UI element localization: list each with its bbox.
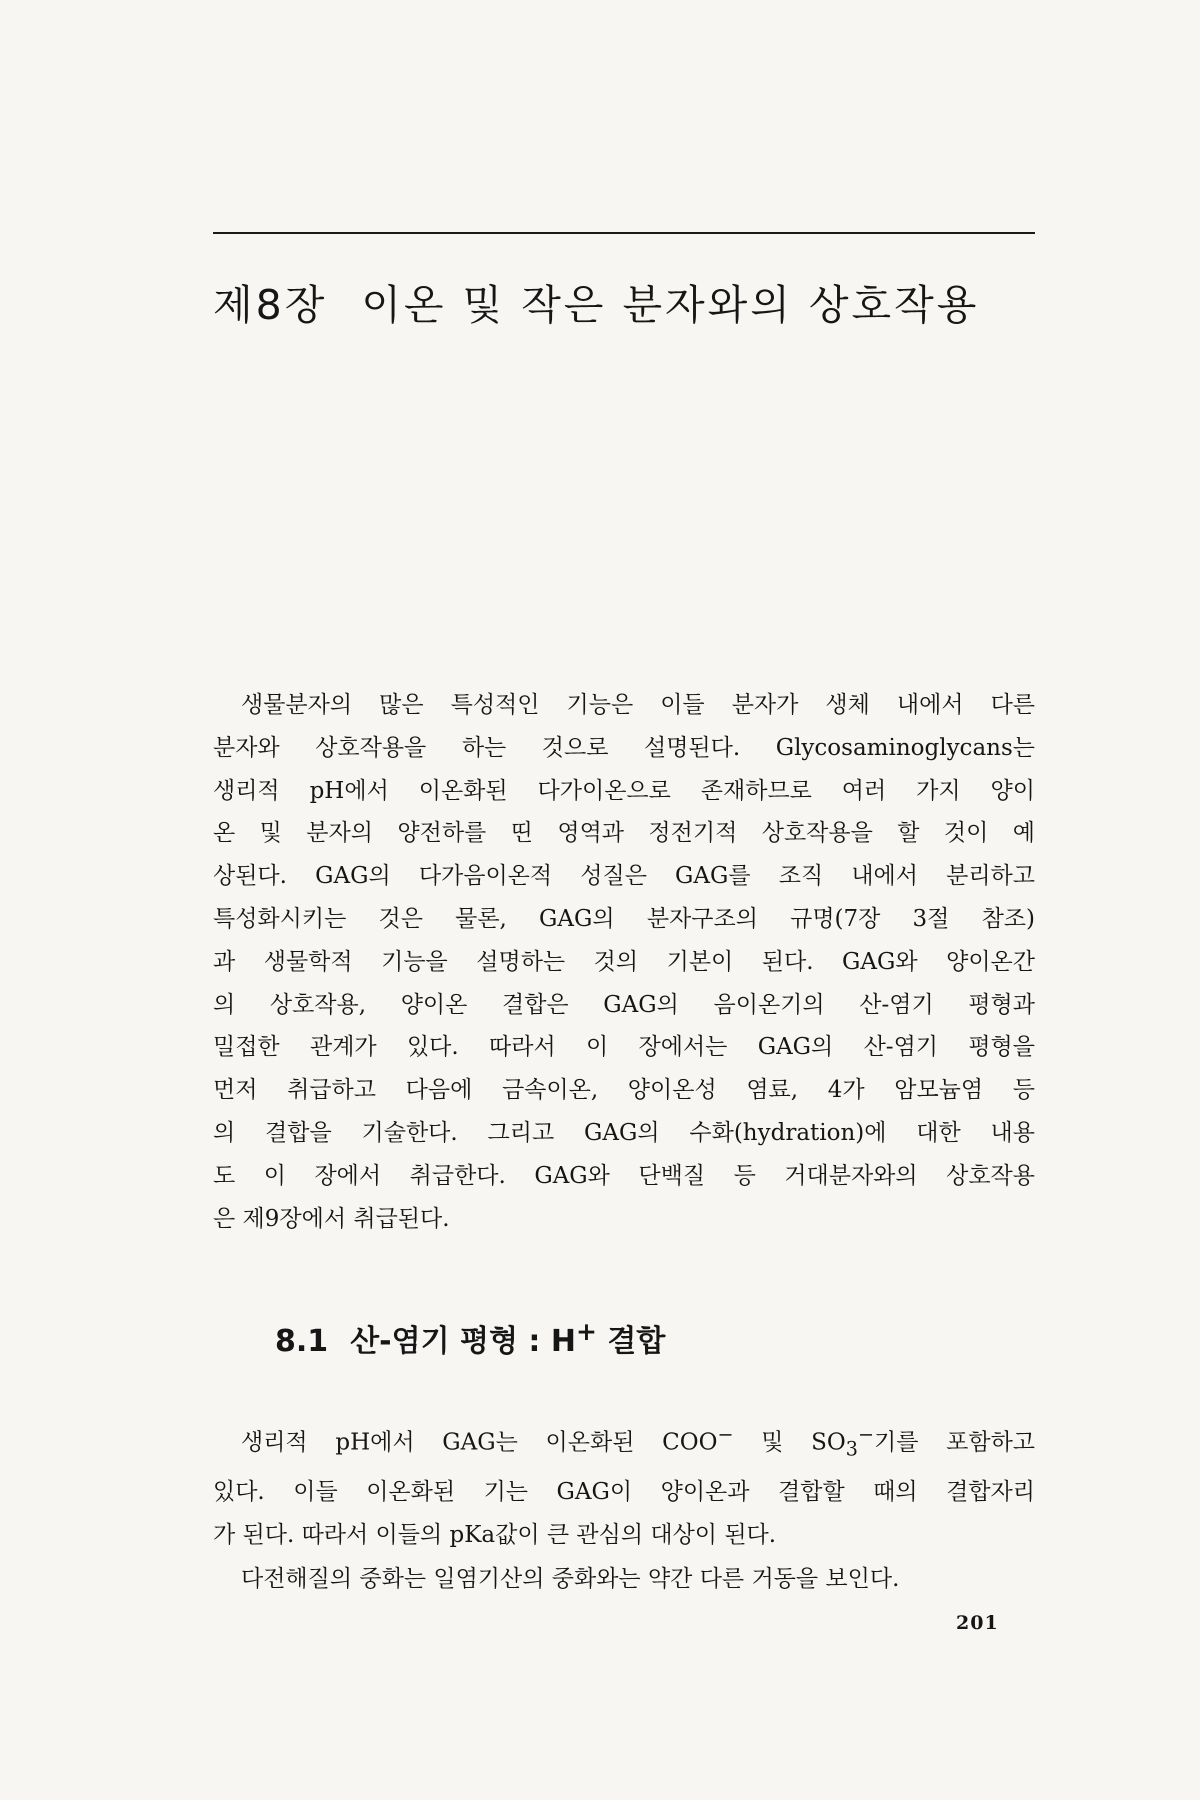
text-line: 밀접한 관계가 있다. 따라서 이 장에서는 GAG의 산-염기 평형을 [213, 1034, 1035, 1061]
chapter-title-text: 이온 및 작은 분자와의 상호작용 [361, 281, 980, 330]
superscript: − [857, 1423, 874, 1446]
section-body [213, 1413, 1035, 1601]
text-line: 도 이 장에서 취급한다. GAG와 단백질 등 거대분자와의 상호작용 [213, 1162, 1035, 1189]
text-run: 생리적 pH에서 GAG는 이온화된 COO [241, 1429, 718, 1456]
superscript: + [575, 1316, 597, 1346]
chapter-rule [213, 232, 1035, 234]
text-line: 은 제9장에서 취급된다. [213, 1205, 450, 1232]
page-number: 201 [956, 1612, 999, 1634]
chapter-number: 제8장 [213, 281, 328, 330]
subscript: 3 [845, 1437, 858, 1461]
text-line: 특성화시키는 것은 물론, GAG의 분자구조의 규명(7장 3절 참조) [213, 905, 1035, 932]
chapter-title [213, 275, 1035, 335]
superscript: − [717, 1423, 734, 1446]
text-line: 온 및 분자의 양전하를 띤 영역과 정전기적 상호작용을 할 것이 예 [213, 820, 1035, 847]
section-title-part: 산-염기 평형 : H [350, 1323, 576, 1359]
text-line: 상된다. GAG의 다가음이온적 성질은 GAG를 조직 내에서 분리하고 [213, 863, 1035, 890]
text-line: 의 상호작용, 양이온 결합은 GAG의 음이온기의 산-염기 평형과 [213, 991, 1035, 1018]
section-title-part: 결합 [596, 1323, 666, 1359]
text-line: 가 된다. 따라서 이들의 pKa값이 큰 관심의 대상이 된다. [213, 1522, 777, 1549]
text-line: 생리적 pH에서 이온화된 다가이온으로 존재하므로 여러 가지 양이 [213, 777, 1035, 804]
text-line: 생물분자의 많은 특성적인 기능은 이들 분자가 생체 내에서 다른 [241, 692, 1035, 718]
text-line: 다전해질의 중화는 일염기산의 중화와는 약간 다른 거동을 보인다. [241, 1565, 900, 1592]
text-line: 먼저 취급하고 다음에 금속이온, 양이온성 염료, 4가 암모늄염 등 [213, 1077, 1035, 1104]
intro-paragraph [213, 684, 1035, 1240]
text-run: 및 SO [733, 1429, 846, 1456]
text-line: 있다. 이들 이온화된 기는 GAG이 양이온과 결합할 때의 결합자리 [213, 1478, 1035, 1505]
text-line: 분자와 상호작용을 하는 것으로 설명된다. Glycosaminoglycans는 [213, 734, 1035, 761]
text-run: 기를 포함하고 [874, 1429, 1036, 1456]
text-line [213, 1413, 1035, 1471]
text-line: 의 결합을 기술한다. 그리고 GAG의 수화(hydration)에 대한 내용 [213, 1119, 1035, 1146]
section-heading [275, 1307, 1035, 1367]
text-line: 과 생물학적 기능을 설명하는 것의 기본이 된다. GAG와 양이온간 [213, 948, 1035, 975]
section-number: 8.1 [275, 1323, 329, 1359]
